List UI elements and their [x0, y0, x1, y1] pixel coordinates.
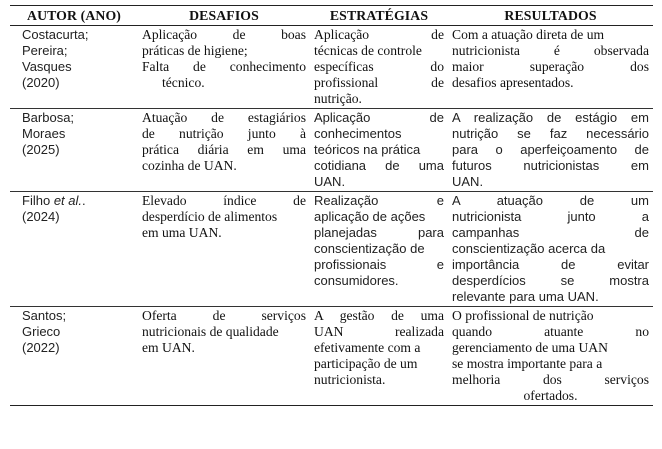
estrategias-line: Aplicação de — [314, 110, 444, 125]
resultados-line: UAN. — [452, 174, 484, 189]
desafios-line: Aplicação de boas — [142, 27, 306, 42]
cell-desafios — [138, 109, 310, 192]
cell-desafios — [138, 307, 310, 406]
desafios-line: prática diária em uma — [142, 142, 306, 157]
desafios-line: cozinha de UAN. — [142, 158, 237, 173]
header-resultados: RESULTADOS — [448, 6, 653, 26]
cell-desafios — [138, 26, 310, 109]
desafios-line: Elevado índice de — [142, 193, 306, 208]
estrategias-line: Realização e — [314, 193, 444, 208]
cell-estrategias — [310, 109, 448, 192]
author-name: Filho — [22, 193, 51, 208]
desafios-line: em uma UAN. — [142, 225, 222, 240]
cell-author — [10, 26, 138, 109]
estrategias-line: Aplicação de — [314, 27, 444, 42]
estrategias-line: nutrição. — [314, 91, 362, 106]
author-line: (2022) — [22, 340, 60, 355]
resultados-line: nutricionista junto a — [452, 209, 649, 224]
header-row — [10, 6, 653, 26]
author-line: Pereira; — [22, 43, 68, 58]
desafios-line: desperdício de alimentos — [142, 209, 278, 224]
desafios-line: Atuação de estagiários — [142, 110, 306, 125]
table-header — [10, 6, 653, 26]
estrategias-line: efetivamente com a — [314, 340, 421, 355]
author-line: Costacurta; — [22, 27, 89, 42]
resultados-line: A realização de estágio em — [452, 110, 649, 125]
header-autor: AUTOR (ANO) — [10, 6, 138, 26]
estrategias-line: UAN. — [314, 174, 346, 189]
resultados-line: conscientização acerca da — [452, 241, 606, 256]
desafios-line: práticas de higiene; — [142, 43, 248, 58]
resultados-line: A atuação de um — [452, 193, 649, 208]
resultados-line: desperdícios se mostra — [452, 273, 649, 288]
estrategias-line: específicas do — [314, 59, 444, 74]
cell-estrategias — [310, 26, 448, 109]
cell-resultados — [448, 307, 653, 406]
author-line: Grieco — [22, 324, 61, 339]
desafios-line: em UAN. — [142, 340, 195, 355]
author-etal: et al. — [53, 193, 82, 208]
resultados-line: melhoria dos serviços — [452, 372, 649, 387]
estrategias-line: participação de um — [314, 356, 418, 371]
author-line: Vasques — [22, 59, 72, 74]
resultados-line: importância de evitar — [452, 257, 649, 272]
cell-estrategias — [310, 192, 448, 307]
table-row — [10, 109, 653, 192]
cell-estrategias — [310, 307, 448, 406]
estrategias-line: consumidores. — [314, 273, 399, 288]
resultados-line: O profissional de nutrição — [452, 308, 594, 323]
header-desafios: DESAFIOS — [138, 6, 310, 26]
results-table — [10, 5, 653, 406]
desafios-line: de nutrição junto à — [142, 126, 306, 141]
estrategias-line: planejadas para — [314, 225, 444, 240]
desafios-line: técnico. — [162, 75, 205, 90]
resultados-line: nutrição se faz necessário — [452, 126, 649, 141]
author-punct: . — [82, 193, 86, 208]
cell-resultados — [448, 109, 653, 192]
estrategias-line: técnicas de controle — [314, 43, 422, 58]
resultados-line: Com a atuação direta de um — [452, 27, 605, 42]
resultados-line: ofertados. — [523, 388, 578, 403]
cell-desafios — [138, 192, 310, 307]
table-row — [10, 26, 653, 109]
estrategias-line: conhecimentos — [314, 126, 402, 141]
resultados-line: desafios apresentados. — [452, 75, 574, 90]
desafios-line: Falta de conhecimento — [142, 59, 306, 74]
estrategias-line: conscientização de — [314, 241, 425, 256]
resultados-line: nutricionista é observada — [452, 43, 649, 58]
desafios-line: Oferta de serviços — [142, 308, 306, 323]
resultados-line: gerenciamento de uma UAN — [452, 340, 608, 355]
resultados-line: para o aperfeiçoamento de — [452, 142, 649, 157]
cell-author — [10, 307, 138, 406]
cell-resultados — [448, 26, 653, 109]
cell-author — [10, 192, 138, 307]
estrategias-line: teóricos na prática — [314, 142, 421, 157]
desafios-line: nutricionais de qualidade — [142, 324, 279, 339]
author-line: (2025) — [22, 142, 60, 157]
resultados-line: se mostra importante para a — [452, 356, 603, 371]
estrategias-line: aplicação de ações — [314, 209, 426, 224]
table-row — [10, 307, 653, 406]
resultados-line: futuros nutricionistas em — [452, 158, 649, 173]
cell-author — [10, 109, 138, 192]
author-line: Moraes — [22, 126, 66, 141]
author-line: (2020) — [22, 75, 60, 90]
resultados-line: maior superação dos — [452, 59, 649, 74]
header-estrategias: ESTRATÉGIAS — [310, 6, 448, 26]
estrategias-line: UAN realizada — [314, 324, 444, 339]
cell-resultados — [448, 192, 653, 307]
author-line: (2024) — [22, 209, 60, 224]
estrategias-line: cotidiana de uma — [314, 158, 444, 173]
estrategias-line: nutricionista. — [314, 372, 386, 387]
author-line — [22, 193, 134, 209]
resultados-line: campanhas de — [452, 225, 649, 240]
estrategias-line: A gestão de uma — [314, 308, 444, 323]
estrategias-line: profissional de — [314, 75, 444, 90]
table-body — [10, 26, 653, 406]
table-row — [10, 192, 653, 307]
estrategias-line: profissionais e — [314, 257, 444, 272]
author-line: Santos; — [22, 308, 67, 323]
author-line: Barbosa; — [22, 110, 75, 125]
resultados-line: relevante para uma UAN. — [452, 289, 599, 304]
resultados-line: quando atuante no — [452, 324, 649, 339]
